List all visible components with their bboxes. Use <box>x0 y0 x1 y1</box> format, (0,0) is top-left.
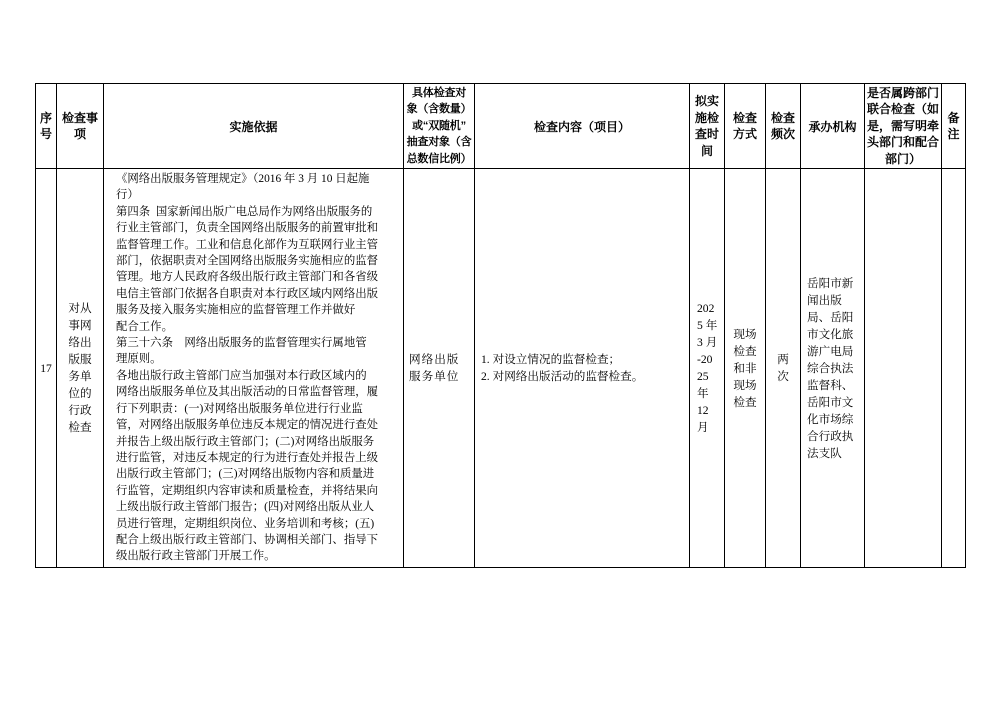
header-frequency-line: 检查 <box>770 110 795 125</box>
header-remark-line: 注 <box>947 127 960 141</box>
basis-line: 出版行政主管部门；(三)对网络出版物内容和质量进 <box>116 468 375 481</box>
method-line: 现场 <box>733 327 757 341</box>
basis-line: 行业主管部门，负责全国网络出版服务的前置审批和 <box>116 222 378 235</box>
header-method-text <box>725 110 765 143</box>
time-line: 月 <box>697 421 709 434</box>
header-time-line: 施检 <box>694 110 719 125</box>
basis-line: 管理。地方人民政府各级出版行政主管部门和各省级 <box>116 271 378 284</box>
target-line: 服务单位 <box>409 370 460 383</box>
agency-line: 市文化旅 <box>807 327 854 341</box>
cell-basis <box>104 169 404 568</box>
basis-line: 级出版行政主管部门开展工作。 <box>116 550 276 563</box>
target-text <box>404 351 474 385</box>
header-joint <box>865 84 942 169</box>
item-line: 络出 <box>68 336 92 349</box>
basis-line: 服务及接入服务实施相应的监督管理工作并做好 <box>116 304 356 317</box>
cell-time <box>690 169 725 568</box>
time-line: -20 <box>697 353 713 366</box>
cell-frequency <box>766 169 801 568</box>
header-agency-text: 承办机构 <box>808 119 857 134</box>
cell-joint <box>865 169 942 568</box>
frequency-text <box>766 351 800 385</box>
time-text <box>690 300 724 436</box>
header-joint-line: 部门） <box>884 151 921 166</box>
header-content-text: 检查内容（项目） <box>533 119 630 134</box>
header-seq <box>36 84 57 169</box>
basis-line: 配合上级出版行政主管部门、协调相关部门、指导下 <box>116 533 378 546</box>
header-target <box>404 84 475 169</box>
time-line: 年 <box>697 387 709 400</box>
frequency-line: 两 <box>777 353 789 366</box>
basis-line: 进行监管，对违反本规定的行为进行查处并报告上级 <box>116 451 378 464</box>
header-seq-line: 号 <box>39 127 52 141</box>
agency-line: 综合执法 <box>807 361 854 375</box>
time-line: 202 <box>697 302 715 315</box>
cell-item <box>57 169 104 568</box>
header-target-line: 抽查对象（含 <box>406 136 472 149</box>
header-time-line: 查时 <box>694 127 719 141</box>
header-target-line: 具体检查对 <box>412 86 466 99</box>
agency-line: 化市场综 <box>807 412 854 426</box>
header-remark <box>942 84 966 169</box>
cell-target <box>404 169 475 568</box>
header-time <box>690 84 725 169</box>
inspection-table <box>35 83 966 568</box>
header-item-line: 检查事 <box>61 110 98 125</box>
cell-seq <box>36 169 57 568</box>
basis-text <box>104 169 402 565</box>
time-line: 12 <box>697 404 709 417</box>
basis-line: 各地出版行政主管部门应当加强对本行政区域内的 <box>116 369 367 382</box>
time-line: 3 月 <box>697 336 718 349</box>
basis-line: 行） <box>116 189 139 202</box>
header-method <box>725 84 766 169</box>
agency-text <box>801 275 864 462</box>
header-target-line: 总数信比例） <box>406 152 472 165</box>
time-line: 5 年 <box>697 319 718 332</box>
header-item-line: 项 <box>73 127 86 141</box>
header-frequency-line: 频次 <box>770 127 795 141</box>
basis-line: 管，对网络出版服务单位违反本规定的情况进行查处 <box>116 419 378 432</box>
content-line: 1. 对设立情况的监督检查； <box>481 353 621 366</box>
basis-line: 上级出版行政主管部门报告；(四)对网络出版从业人 <box>116 501 375 514</box>
frequency-line: 次 <box>777 370 789 383</box>
item-line: 务单 <box>68 370 92 383</box>
header-time-line: 拟实 <box>694 94 719 108</box>
agency-line: 局、岳阳 <box>807 310 854 324</box>
item-line: 行政 <box>68 404 92 417</box>
basis-line: 第三十六条 网络出版服务的监督管理实行属地管 <box>116 337 367 350</box>
header-remark-line: 备 <box>947 110 960 125</box>
item-line: 事网 <box>68 319 92 332</box>
header-basis <box>104 84 404 169</box>
item-line: 位的 <box>68 387 92 400</box>
header-time-text <box>690 93 724 159</box>
cell-remark <box>942 169 966 568</box>
header-basis-text: 实施依据 <box>229 119 278 134</box>
header-method-line: 方式 <box>732 127 757 141</box>
header-target-line: 象（含数量） <box>406 103 472 116</box>
agency-line: 岳阳市文 <box>807 395 854 409</box>
header-target-line: 或“双随机” <box>412 119 466 132</box>
cell-agency <box>801 169 865 568</box>
basis-line: 配合工作。 <box>116 320 173 333</box>
basis-line: 理原则。 <box>116 353 162 366</box>
cell-content <box>475 169 690 568</box>
basis-line: 行监管，定期组织内容审读和质量检查，并将结果向 <box>116 484 378 497</box>
header-seq-text <box>36 110 56 143</box>
agency-line: 法支队 <box>807 446 842 460</box>
agency-line: 合行政执 <box>807 429 854 443</box>
header-seq-line: 序 <box>39 110 52 125</box>
method-text <box>725 326 765 411</box>
seq-number: 17 <box>40 361 52 375</box>
header-time-line: 间 <box>700 143 713 158</box>
method-line: 和非 <box>733 361 757 375</box>
header-joint-line: 头部门和配合 <box>866 135 939 150</box>
cell-method <box>725 169 766 568</box>
method-line: 检查 <box>733 395 757 409</box>
item-text <box>57 300 103 436</box>
method-line: 检查 <box>733 344 757 358</box>
header-item <box>57 84 104 169</box>
agency-line: 闻出版 <box>807 293 842 307</box>
basis-line: 监督管理工作。工业和信息化部作为互联网行业主管 <box>116 238 378 251</box>
basis-line: 《网络出版服务管理规定》（2016 年 3 月 10 日起施 <box>116 173 370 185</box>
basis-line: 部门，依据职责对全国网络出版服务实施相应的监督 <box>116 255 378 268</box>
header-content <box>475 84 690 169</box>
header-target-text <box>404 85 474 168</box>
header-joint-text <box>865 85 941 168</box>
content-line: 2. 对网络出版活动的监督检查。 <box>481 370 644 383</box>
header-item-text <box>57 110 103 143</box>
agency-line: 游广电局 <box>807 344 854 358</box>
item-line: 版服 <box>68 353 92 366</box>
item-line: 检查 <box>68 421 92 434</box>
content-text <box>475 351 689 385</box>
item-line: 对从 <box>68 302 92 315</box>
table-row <box>36 169 966 568</box>
basis-line: 第四条 国家新闻出版广电总局作为网络出版服务的 <box>116 205 373 218</box>
method-line: 现场 <box>733 378 757 392</box>
basis-line: 电信主管部门依据各自职责对本行政区域内网络出版 <box>116 287 378 300</box>
header-remark-text <box>942 110 965 143</box>
target-line: 网络出版 <box>409 353 460 366</box>
header-joint-line: 是，需写明牵 <box>866 118 939 133</box>
basis-line: 网络出版服务单位及其出版活动的日常监督管理，履 <box>116 386 378 399</box>
header-frequency-text <box>766 110 800 143</box>
header-agency <box>801 84 865 169</box>
header-joint-line: 联合检查（如 <box>866 102 939 117</box>
header-method-line: 检查 <box>732 110 757 125</box>
basis-line: 员进行管理，定期组织岗位、业务培训和考核；(五) <box>116 517 375 530</box>
agency-line: 监督科、 <box>807 378 854 392</box>
agency-line: 岳阳市新 <box>807 276 854 290</box>
time-line: 25 <box>697 370 709 383</box>
basis-line: 行下列职责：(一)对网络出版服务单位进行行业监 <box>116 402 363 415</box>
basis-line: 并报告上级出版行政主管部门；(二)对网络出版服务 <box>116 435 375 448</box>
header-frequency <box>766 84 801 169</box>
table-header-row <box>36 84 966 169</box>
header-joint-line: 是否属跨部门 <box>866 85 939 100</box>
